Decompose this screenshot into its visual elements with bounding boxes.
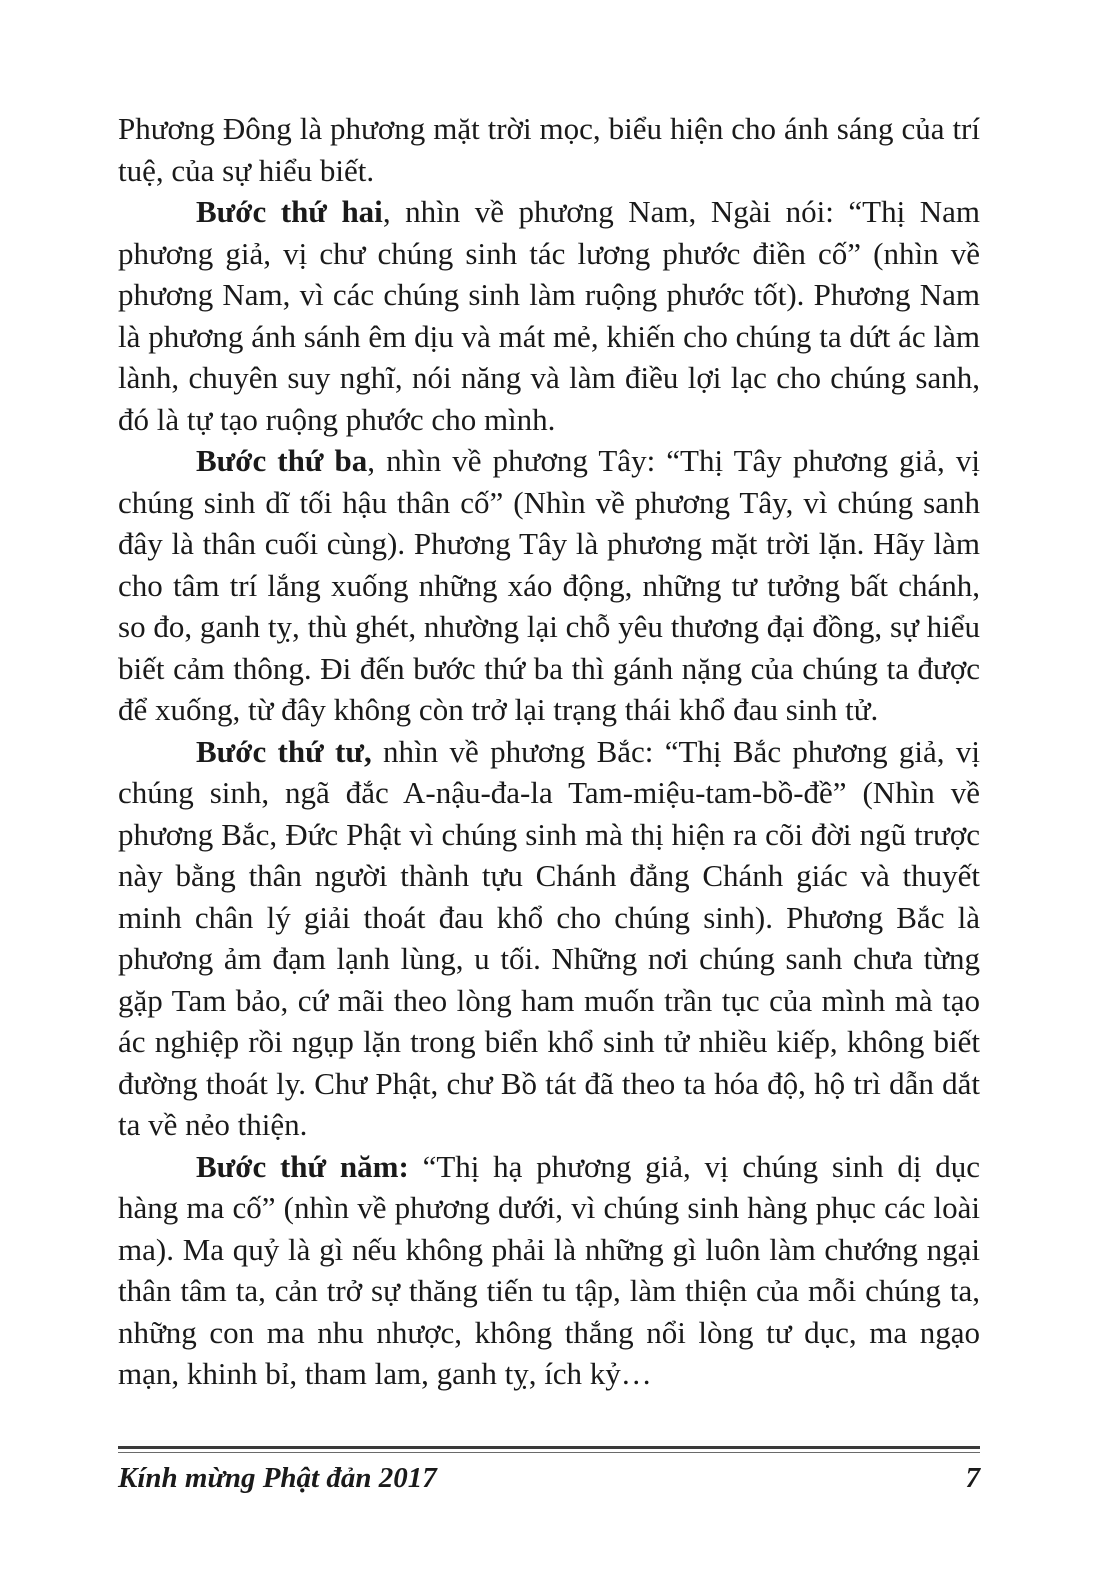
- paragraph-text: nhìn về phương Bắc: “Thị Bắc phương giả, vị chúng sinh, ngã đắc A-nậu-đa-la Tam-miệu-tam-bồ-đề” (Nhìn về phương Bắc, Đức Phật vì chúng sinh mà thị hiện ra cõi đời ngũ trược này bằng thân người thành tựu Chánh đẳng Chánh giác và thuyết minh chân lý giải thoát đau khổ cho chúng sinh). Phương Bắc là phương ảm đạm lạnh lùng, u tối. Những nơi chúng sanh chưa từng gặp Tam bảo, cứ mãi theo lòng ham muốn trần tục của mình mà tạo ác nghiệp rồi ngụp lặn trong biển khổ sinh tử nhiều kiếp, không biết đường thoát ly. Chư Phật, chư Bồ tát đã theo ta hóa độ, hộ trì dẫn dắt ta về nẻo thiện.: [118, 733, 980, 1142]
- paragraph-lead: Bước thứ năm:: [196, 1148, 409, 1184]
- page-body: [118, 108, 980, 1395]
- paragraph-text: Phương Đông là phương mặt trời mọc, biểu hiện cho ánh sáng của trí tuệ, của sự hiểu biết.: [118, 111, 980, 188]
- paragraph-lead: Bước thứ tư,: [196, 733, 372, 769]
- paragraph-lead: Bước thứ ba: [196, 443, 368, 478]
- footer-divider: [118, 1446, 980, 1449]
- paragraph-step-five: [118, 1146, 980, 1395]
- paragraph-text: , nhìn về phương Nam, Ngài nói: “Thị Nam phương giả, vị chư chúng sinh tác lương phước điền cố” (nhìn về phương Nam, vì các chúng sinh làm ruộng phước tốt). Phương Nam là phương ánh sánh êm dịu và mát mẻ, khiến cho chúng ta dứt ác làm lành, chuyên suy nghĩ, nói năng và làm điều lợi lạc cho chúng sanh, đó là tự tạo ruộng phước cho mình.: [118, 194, 980, 437]
- paragraph-step-four: [118, 731, 980, 1146]
- page-number: 7: [965, 1462, 980, 1494]
- paragraph-text: , nhìn về phương Tây: “Thị Tây phương giả, vị chúng sinh dĩ tối hậu thân cố” (Nhìn về phương Tây, vì chúng sanh đây là thân cuối cùng). Phương Tây là phương mặt trời lặn. Hãy làm cho tâm trí lắng xuống những xáo động, những tư tưởng bất chánh, so đo, ganh tỵ, thù ghét, nhường lại chỗ yêu thương đại đồng, sự hiểu biết cảm thông. Đi đến bước thứ ba thì gánh nặng của chúng ta được để xuống, từ đây không còn trở lại trạng thái khổ đau sinh tử.: [118, 443, 980, 727]
- footer-title: Kính mừng Phật đản 2017: [118, 1462, 437, 1494]
- paragraph-lead: Bước thứ hai: [196, 194, 383, 229]
- paragraph-step-three: [118, 440, 980, 731]
- paragraph-step-two: [118, 191, 980, 440]
- page-footer: [118, 1462, 980, 1502]
- footer-divider-thin: [118, 1452, 980, 1453]
- paragraph-text: “Thị hạ phương giả, vị chúng sinh dị dục hàng ma cố” (nhìn về phương dưới, vì chúng sinh hàng phục các loài ma). Ma quỷ là gì nếu không phải là những gì luôn làm chướng ngại thân tâm ta, cản trở sự thăng tiến tu tập, làm thiện của mỗi chúng ta, những con ma nhu nhược, không thắng nổi lòng tư dục, ma ngạo mạn, khinh bỉ, tham lam, ganh tỵ, ích kỷ…: [118, 1148, 980, 1391]
- paragraph-intro: [118, 108, 980, 191]
